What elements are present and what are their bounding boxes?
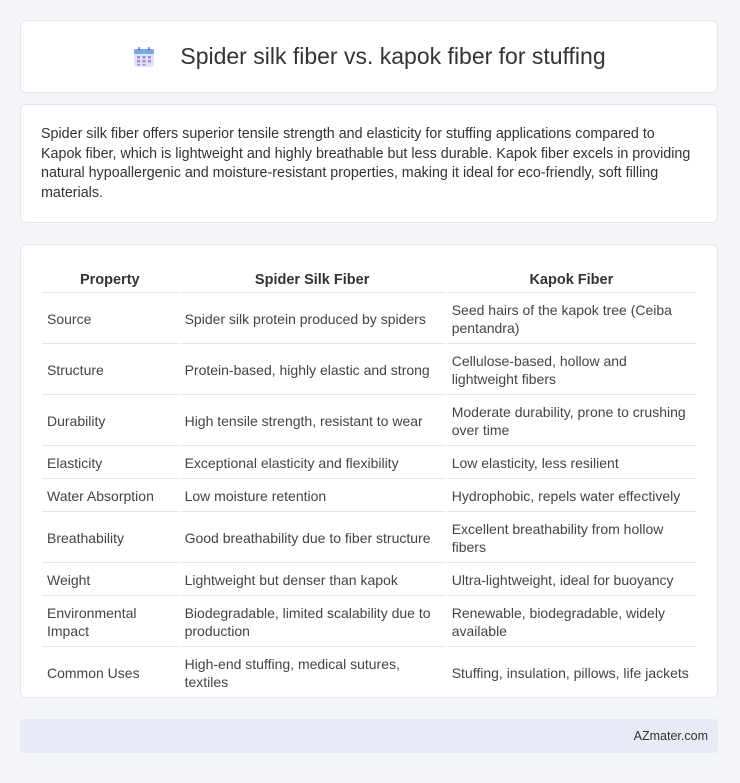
table-cell: Environmental Impact [42,598,178,647]
page-title: Spider silk fiber vs. kapok fiber for stuffing [180,43,606,69]
table-cell: High-end stuffing, medical sutures, textiles [180,649,445,698]
title-card [20,20,718,93]
table-cell: Weight [42,565,178,596]
footer-brand: AZmater.com [633,729,708,743]
comparison-table [40,266,698,700]
table-cell: Water Absorption [42,481,178,512]
summary-card [20,104,718,223]
table-row [42,295,696,344]
table-row [42,481,696,512]
table-cell: Structure [42,346,178,395]
table-cell: Exceptional elasticity and flexibility [180,448,445,479]
table-cell: Hydrophobic, repels water effectively [447,481,696,512]
table-cell: Cellulose-based, hollow and lightweight fibers [447,346,696,395]
table-cell: Lightweight but denser than kapok [180,565,445,596]
summary-text: Spider silk fiber offers superior tensile strength and elasticity for stuffing applications compared to Kapok fiber, which is lightweight and highly breathable but less durable. Kapok fiber excels in providing natural hypoallergenic and moisture-resistant properties, making it ideal for eco-friendly, soft filling materials. [41,126,691,201]
table-row [42,565,696,596]
table-cell: Protein-based, highly elastic and strong [180,346,445,395]
table-cell: Moderate durability, prone to crushing over time [447,397,696,446]
table-cell: Ultra-lightweight, ideal for buoyancy [447,565,696,596]
table-cell: Excellent breathability from hollow fibers [447,514,696,563]
table-row [42,397,696,446]
footer [20,719,718,753]
column-header-property: Property [42,268,178,293]
table-cell: Stuffing, insulation, pillows, life jackets [447,649,696,698]
column-header-spider-silk: Spider Silk Fiber [180,268,445,293]
calendar-icon [132,45,156,69]
table-cell: Good breathability due to fiber structure [180,514,445,563]
table-cell: Seed hairs of the kapok tree (Ceiba pentandra) [447,295,696,344]
table-cell: High tensile strength, resistant to wear [180,397,445,446]
table-cell: Breathability [42,514,178,563]
table-cell: Source [42,295,178,344]
table-row [42,346,696,395]
table-cell: Low elasticity, less resilient [447,448,696,479]
comparison-table-card [20,244,718,698]
table-cell: Elasticity [42,448,178,479]
table-cell: Low moisture retention [180,481,445,512]
table-cell: Common Uses [42,649,178,698]
table-row [42,448,696,479]
table-row [42,649,696,698]
table-row [42,514,696,563]
table-cell: Renewable, biodegradable, widely available [447,598,696,647]
table-cell: Biodegradable, limited scalability due to production [180,598,445,647]
column-header-kapok: Kapok Fiber [447,268,696,293]
table-cell: Spider silk protein produced by spiders [180,295,445,344]
table-header-row [42,268,696,293]
table-cell: Durability [42,397,178,446]
table-row [42,598,696,647]
